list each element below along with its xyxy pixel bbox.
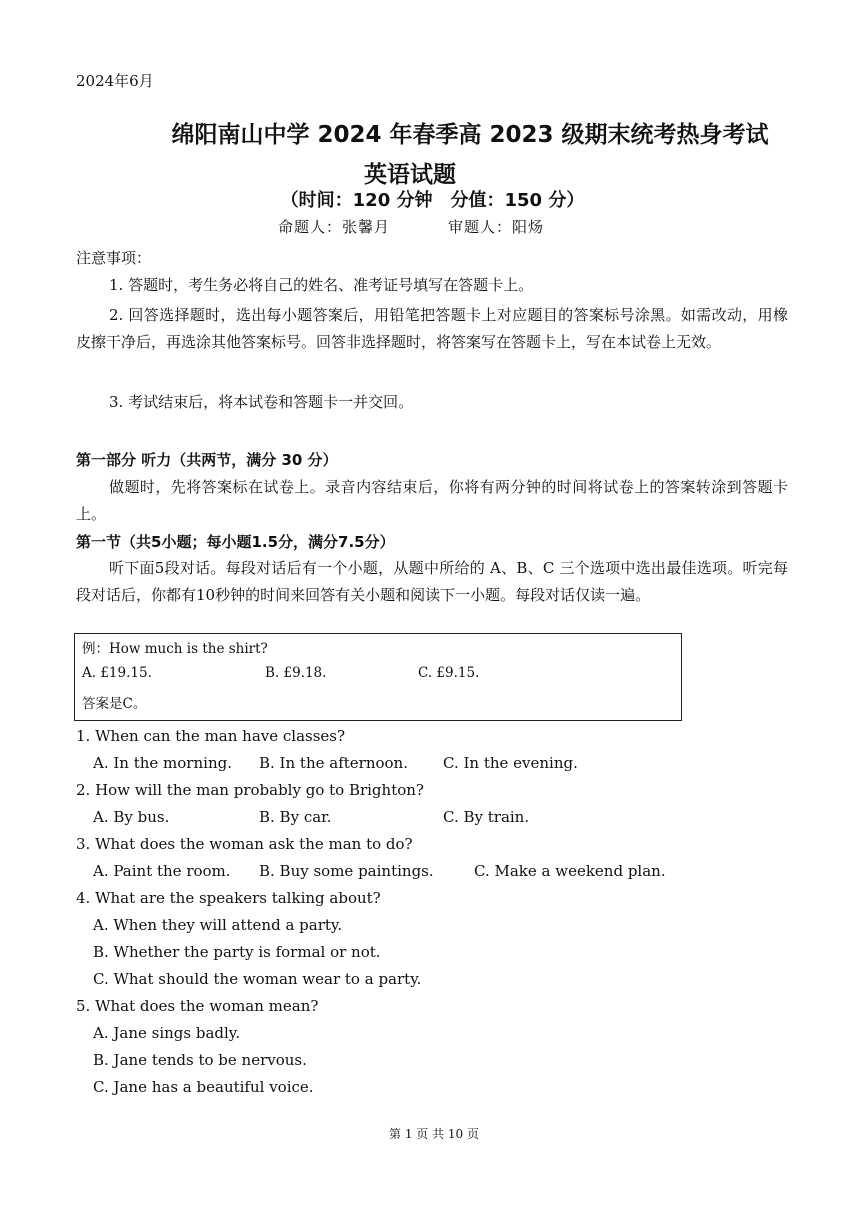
exam-title: 绵阳南山中学 2024 年春季高 2023 级期末统考热身考试 bbox=[171, 122, 769, 148]
notice-item-1: 1. 答题时，考生务必将自己的姓名、准考证号填写在答题卡上。 bbox=[109, 276, 534, 294]
exam-time-score: （时间：120 分钟 分值：150 分） bbox=[280, 190, 585, 211]
notice-heading: 注意事项： bbox=[76, 249, 152, 267]
question-3-option-a: A. Paint the room. bbox=[93, 862, 231, 880]
question-2-option-c: C. By train. bbox=[443, 808, 530, 826]
part1-heading: 第一部分 听力（共两节，满分 30 分） bbox=[76, 451, 338, 469]
question-2-option-a: A. By bus. bbox=[93, 808, 170, 826]
question-2-option-b: B. By car. bbox=[259, 808, 332, 826]
example-option-c: C. £9.15. bbox=[418, 665, 480, 681]
exam-date: 2024年6月 bbox=[76, 72, 154, 90]
notice-item-2: 2. 回答选择题时，选出每小题答案后，用铅笔把答题卡上对应题目的答案标号涂黑。如需改动，用橡皮擦干净后，再选涂其他答案标号。回答非选择题时，将答案写在答题卡上，写在本试卷上无效。 bbox=[76, 306, 788, 351]
question-3-option-c: C. Make a weekend plan. bbox=[474, 862, 666, 880]
example-question: 例：How much is the shirt? bbox=[82, 641, 268, 657]
question-5-option-b: B. Jane tends to be nervous. bbox=[93, 1051, 307, 1069]
question-1-option-a: A. In the morning. bbox=[93, 754, 232, 772]
question-4-option-c: C. What should the woman wear to a party. bbox=[93, 970, 422, 988]
author-label: 命题人：张馨月 bbox=[278, 218, 391, 236]
reviewer-label: 审题人：阳炀 bbox=[448, 218, 545, 236]
example-answer: 答案是C。 bbox=[82, 696, 147, 712]
question-2-stem: 2. How will the man probably go to Brighton? bbox=[76, 781, 424, 799]
section1-intro: 听下面5段对话。每段对话后有一个小题，从题中所给的 A、B、C 三个选项中选出最佳选项。听完每段对话后，你都有10秒钟的时间来回答有关小题和阅读下一小题。每段对话仅读一遍。 bbox=[76, 559, 788, 604]
question-5-option-a: A. Jane sings badly. bbox=[93, 1024, 241, 1042]
question-5-stem: 5. What does the woman mean? bbox=[76, 997, 319, 1015]
question-1-stem: 1. When can the man have classes? bbox=[76, 727, 346, 745]
question-3-option-b: B. Buy some paintings. bbox=[259, 862, 434, 880]
question-4-stem: 4. What are the speakers talking about? bbox=[76, 889, 381, 907]
example-option-b: B. £9.18. bbox=[265, 665, 327, 681]
question-5-option-c: C. Jane has a beautiful voice. bbox=[93, 1078, 314, 1096]
exam-subtitle: 英语试题 bbox=[364, 162, 456, 188]
question-1-option-b: B. In the afternoon. bbox=[259, 754, 408, 772]
question-4-option-a: A. When they will attend a party. bbox=[93, 916, 343, 934]
question-3-stem: 3. What does the woman ask the man to do? bbox=[76, 835, 413, 853]
part1-intro: 做题时，先将答案标在试卷上。录音内容结束后，你将有两分钟的时间将试卷上的答案转涂到答题卡上。 bbox=[76, 478, 788, 523]
example-box bbox=[74, 633, 682, 721]
section1-heading: 第一节（共5小题；每小题1.5分，满分7.5分） bbox=[76, 533, 395, 551]
question-4-option-b: B. Whether the party is formal or not. bbox=[93, 943, 381, 961]
exam-authors bbox=[278, 216, 544, 237]
example-option-a: A. £19.15. bbox=[82, 665, 152, 681]
page-footer: 第 1 页 共 10 页 bbox=[389, 1127, 479, 1141]
notice-item-3: 3. 考试结束后，将本试卷和答题卡一并交回。 bbox=[109, 393, 414, 411]
question-1-option-c: C. In the evening. bbox=[443, 754, 578, 772]
